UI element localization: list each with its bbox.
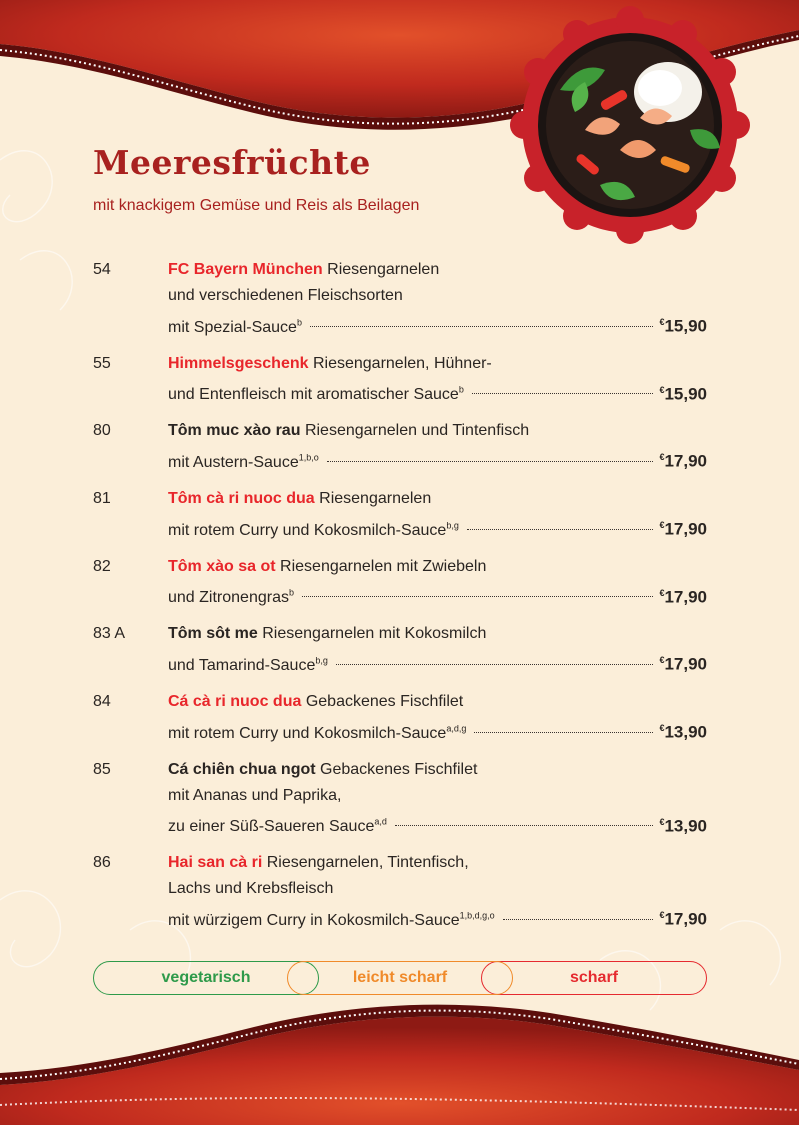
item-detail: mit rotem Curry und Kokosmilch-Sauce xyxy=(168,521,447,539)
item-detail: Riesengarnelen und Tintenfisch xyxy=(304,422,530,440)
item-line-text xyxy=(168,382,464,408)
item-line xyxy=(168,621,707,647)
item-detail: und verschiedenen Fleischsorten xyxy=(168,287,403,304)
price-value: 15,90 xyxy=(664,384,707,404)
allergen-codes: b xyxy=(458,384,464,395)
item-name: Tôm sôt me xyxy=(168,625,258,643)
item-name: Hai san cà ri xyxy=(168,854,263,872)
item-detail: mit rotem Curry und Kokosmilch-Sauce xyxy=(168,724,447,742)
item-name: FC Bayern München xyxy=(168,261,323,278)
allergen-codes: b,g xyxy=(315,655,328,666)
item-line-text xyxy=(168,585,294,611)
item-detail: Gebackenes Fischfilet xyxy=(320,760,478,778)
item-line xyxy=(168,351,707,377)
item-number: 81 xyxy=(93,489,111,507)
item-name: Cá cà ri nuoc dua xyxy=(168,692,302,710)
item-detail: Riesengarnelen xyxy=(327,261,440,278)
item-description xyxy=(168,757,707,841)
item-name: Tôm muc xào rau xyxy=(168,422,301,440)
price-value: 15,90 xyxy=(664,316,707,336)
item-line-text xyxy=(168,787,341,804)
item-line-text xyxy=(168,287,403,304)
item-name: Cá chiên chua ngot xyxy=(168,760,316,778)
item-number: 83 A xyxy=(93,625,126,643)
item-detail: mit Ananas und Paprika, xyxy=(168,786,342,804)
dot-leader xyxy=(472,393,654,394)
page-title: Meeresfrüchte xyxy=(93,143,371,182)
item-line xyxy=(168,902,707,934)
item-description xyxy=(168,351,707,409)
item-detail: Riesengarnelen xyxy=(319,489,432,507)
item-line-text xyxy=(168,490,431,507)
bottom-banner xyxy=(0,1017,799,1125)
item-line xyxy=(168,377,707,409)
item-number: 86 xyxy=(93,854,111,872)
allergen-codes: b xyxy=(288,587,294,598)
item-number: 80 xyxy=(93,422,111,440)
dot-leader xyxy=(467,529,654,530)
dot-leader xyxy=(503,919,654,920)
item-name: Tôm cà ri nuoc dua xyxy=(168,489,315,507)
currency-symbol: € xyxy=(659,519,665,530)
allergen-codes: 1,b,d,g,o xyxy=(459,910,495,921)
item-description xyxy=(168,850,707,934)
item-detail: Riesengarnelen, Tintenfisch, xyxy=(266,854,469,872)
item-description xyxy=(168,257,707,341)
item-line xyxy=(168,580,707,612)
item-detail: zu einer Süß-Saueren Sauce xyxy=(168,818,375,836)
item-line-text xyxy=(168,854,469,871)
item-line-text xyxy=(168,355,492,372)
menu-item xyxy=(93,689,707,747)
item-line-text xyxy=(168,693,463,710)
item-detail: und Tamarind-Sauce xyxy=(168,656,316,674)
item-number: 54 xyxy=(93,261,111,278)
item-line-text xyxy=(168,653,328,679)
dot-leader xyxy=(474,732,653,733)
item-line xyxy=(168,309,707,341)
item-description xyxy=(168,554,707,612)
item-detail: Riesengarnelen mit Kokosmilch xyxy=(262,625,487,643)
item-line xyxy=(168,418,707,444)
item-line-text xyxy=(168,880,333,897)
menu-item xyxy=(93,486,707,544)
currency-symbol: € xyxy=(659,384,665,395)
item-line xyxy=(168,783,707,809)
item-name: Tôm xào sa ot xyxy=(168,557,276,575)
currency-symbol: € xyxy=(659,452,665,463)
item-detail: Riesengarnelen mit Zwiebeln xyxy=(280,557,487,575)
item-detail: Lachs und Krebsfleisch xyxy=(168,880,334,898)
menu-item xyxy=(93,257,707,341)
dot-leader xyxy=(327,461,654,462)
item-line xyxy=(168,689,707,715)
menu-item xyxy=(93,757,707,841)
item-line xyxy=(168,554,707,580)
item-line-text xyxy=(168,721,466,747)
item-price xyxy=(659,902,707,933)
item-price xyxy=(659,715,707,746)
item-line xyxy=(168,283,707,309)
currency-symbol: € xyxy=(659,722,665,733)
price-value: 13,90 xyxy=(664,722,707,742)
item-description xyxy=(168,486,707,544)
currency-symbol: € xyxy=(659,816,665,827)
dot-leader xyxy=(395,825,654,826)
item-line-text xyxy=(168,908,495,934)
item-line xyxy=(168,809,707,841)
allergen-codes: b xyxy=(296,317,302,328)
menu-list xyxy=(93,257,707,944)
item-detail: und Zitronengras xyxy=(168,589,289,607)
allergen-codes: 1,b,o xyxy=(298,452,319,463)
item-line-text xyxy=(168,450,319,476)
currency-symbol: € xyxy=(659,655,665,666)
item-detail: und Entenfleisch mit aromatischer Sauce xyxy=(168,386,459,404)
dot-leader xyxy=(302,596,653,597)
item-line xyxy=(168,647,707,679)
price-value: 17,90 xyxy=(664,909,707,929)
item-line xyxy=(168,512,707,544)
item-line-text xyxy=(168,558,486,575)
legend-mild: leicht scharf xyxy=(287,961,513,995)
item-number: 85 xyxy=(93,760,111,778)
item-description xyxy=(168,621,707,679)
item-line xyxy=(168,850,707,876)
allergen-codes: b,g xyxy=(446,520,459,531)
price-value: 17,90 xyxy=(664,587,707,607)
dot-leader xyxy=(310,326,653,327)
item-detail: mit Spezial-Sauce xyxy=(168,318,297,336)
menu-item xyxy=(93,351,707,409)
item-number: 84 xyxy=(93,692,111,710)
item-line-text xyxy=(168,518,459,544)
price-value: 17,90 xyxy=(664,451,707,471)
menu-item xyxy=(93,621,707,679)
item-detail: mit Austern-Sauce xyxy=(168,453,299,471)
item-line-text xyxy=(168,422,529,439)
item-price xyxy=(659,580,707,611)
item-line-text xyxy=(168,761,477,778)
item-line xyxy=(168,257,707,283)
item-name: Himmelsgeschenk xyxy=(168,354,309,372)
item-line xyxy=(168,444,707,476)
legend-hot: scharf xyxy=(481,961,707,995)
legend-vegetarian: vegetarisch xyxy=(93,961,319,995)
item-price xyxy=(659,647,707,678)
menu-item xyxy=(93,850,707,934)
item-price xyxy=(659,377,707,408)
allergen-codes: a,d xyxy=(374,816,387,827)
item-price xyxy=(659,309,707,340)
item-line xyxy=(168,715,707,747)
page-subtitle: mit knackigem Gemüse und Reis als Beilagen xyxy=(93,197,420,214)
allergen-codes: a,d,g xyxy=(446,723,467,734)
spice-legend xyxy=(93,961,707,995)
item-detail: mit würzigem Curry in Kokosmilch-Sauce xyxy=(168,911,460,929)
item-price xyxy=(659,809,707,840)
item-line xyxy=(168,876,707,902)
currency-symbol: € xyxy=(659,317,665,327)
menu-item xyxy=(93,554,707,612)
menu-item xyxy=(93,418,707,476)
currency-symbol: € xyxy=(659,587,665,598)
price-value: 17,90 xyxy=(664,654,707,674)
price-value: 13,90 xyxy=(664,816,707,836)
item-description xyxy=(168,689,707,747)
item-line xyxy=(168,757,707,783)
item-price xyxy=(659,444,707,475)
item-detail: Gebackenes Fischfilet xyxy=(305,692,464,710)
dot-leader xyxy=(336,664,654,665)
price-value: 17,90 xyxy=(664,519,707,539)
item-detail: Riesengarnelen, Hühner- xyxy=(312,354,492,372)
item-line-text xyxy=(168,814,387,840)
currency-symbol: € xyxy=(659,910,665,921)
item-price xyxy=(659,512,707,543)
item-number: 82 xyxy=(93,557,111,575)
item-line-text xyxy=(168,315,302,341)
item-line xyxy=(168,486,707,512)
item-line-text xyxy=(168,261,439,278)
item-number: 55 xyxy=(93,354,111,372)
item-description xyxy=(168,418,707,476)
item-line-text xyxy=(168,625,486,642)
